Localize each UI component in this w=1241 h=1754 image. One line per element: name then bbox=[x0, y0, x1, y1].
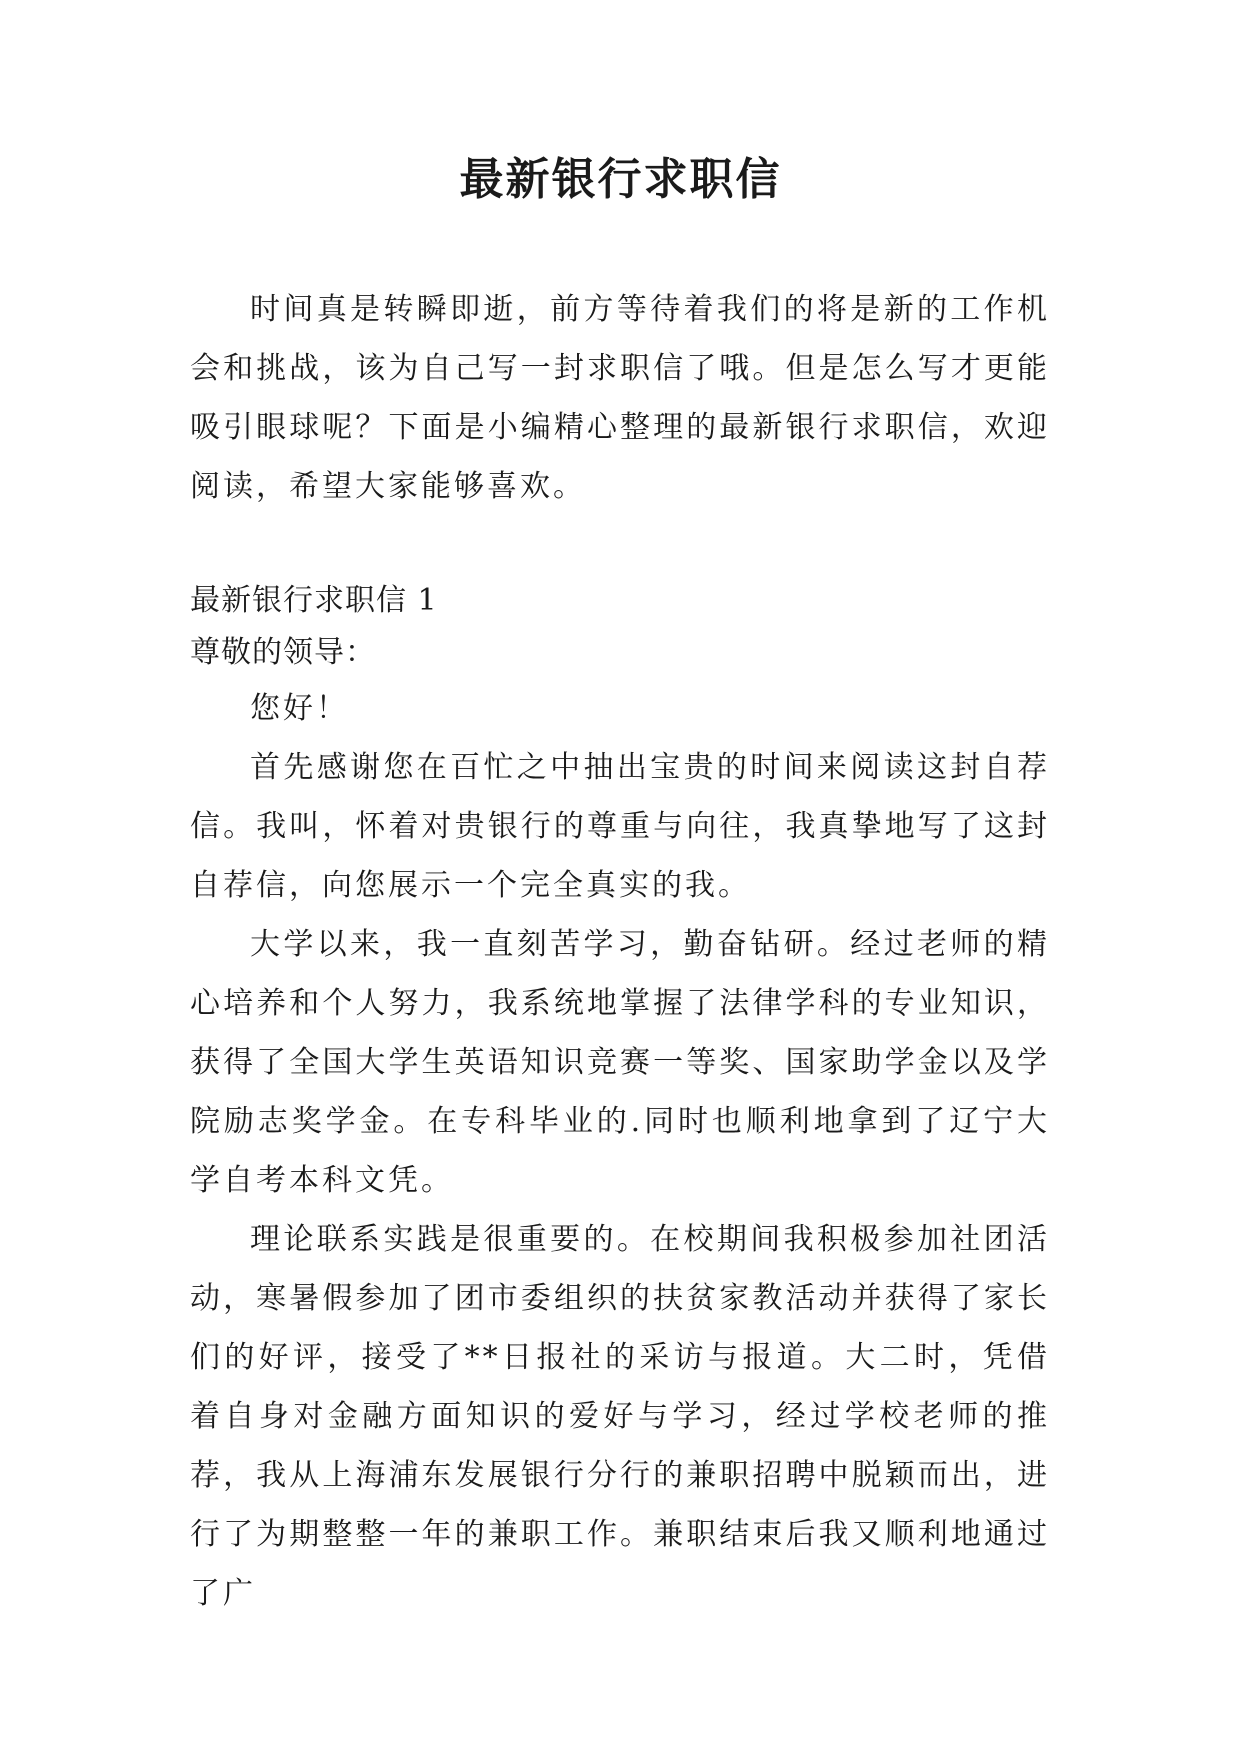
greeting: 您好！ bbox=[250, 691, 349, 726]
document-body bbox=[190, 280, 1050, 1623]
body-paragraph: 大学以来，我一直刻苦学习，勤奋钻研。经过老师的精心培养和个人努力，我系统地掌握了法律学科的专业知识，获得了全国大学生英语知识竞赛一等奖、国家助学金以及学院励志奖学金。在专科毕业的.同时也顺利地拿到了辽宁大学自考本科文凭。 bbox=[190, 927, 1050, 1198]
section-heading: 最新银行求职信 1 bbox=[190, 583, 438, 618]
document-title: 最新银行求职信 bbox=[459, 154, 782, 205]
salutation: 尊敬的领导： bbox=[190, 635, 376, 670]
body-paragraph: 首先感谢您在百忙之中抽出宝贵的时间来阅读这封自荐信。我叫，怀着对贵银行的尊重与向往，我真挚地写了这封自荐信，向您展示一个完全真实的我。 bbox=[190, 750, 1050, 903]
intro-paragraph: 时间真是转瞬即逝，前方等待着我们的将是新的工作机会和挑战，该为自己写一封求职信了哦。但是怎么写才更能吸引眼球呢？下面是小编精心整理的最新银行求职信，欢迎阅读，希望大家能够喜欢。 bbox=[190, 292, 1050, 504]
body-paragraph: 理论联系实践是很重要的。在校期间我积极参加社团活动，寒暑假参加了团市委组织的扶贫家教活动并获得了家长们的好评，接受了**日报社的采访与报道。大二时，凭借着自身对金融方面知识的爱好与学习，经过学校老师的推荐，我从上海浦东发展银行分行的兼职招聘中脱颖而出，进行了为期整整一年的兼职工作。兼职结束后我又顺利地通过了广 bbox=[190, 1222, 1050, 1611]
